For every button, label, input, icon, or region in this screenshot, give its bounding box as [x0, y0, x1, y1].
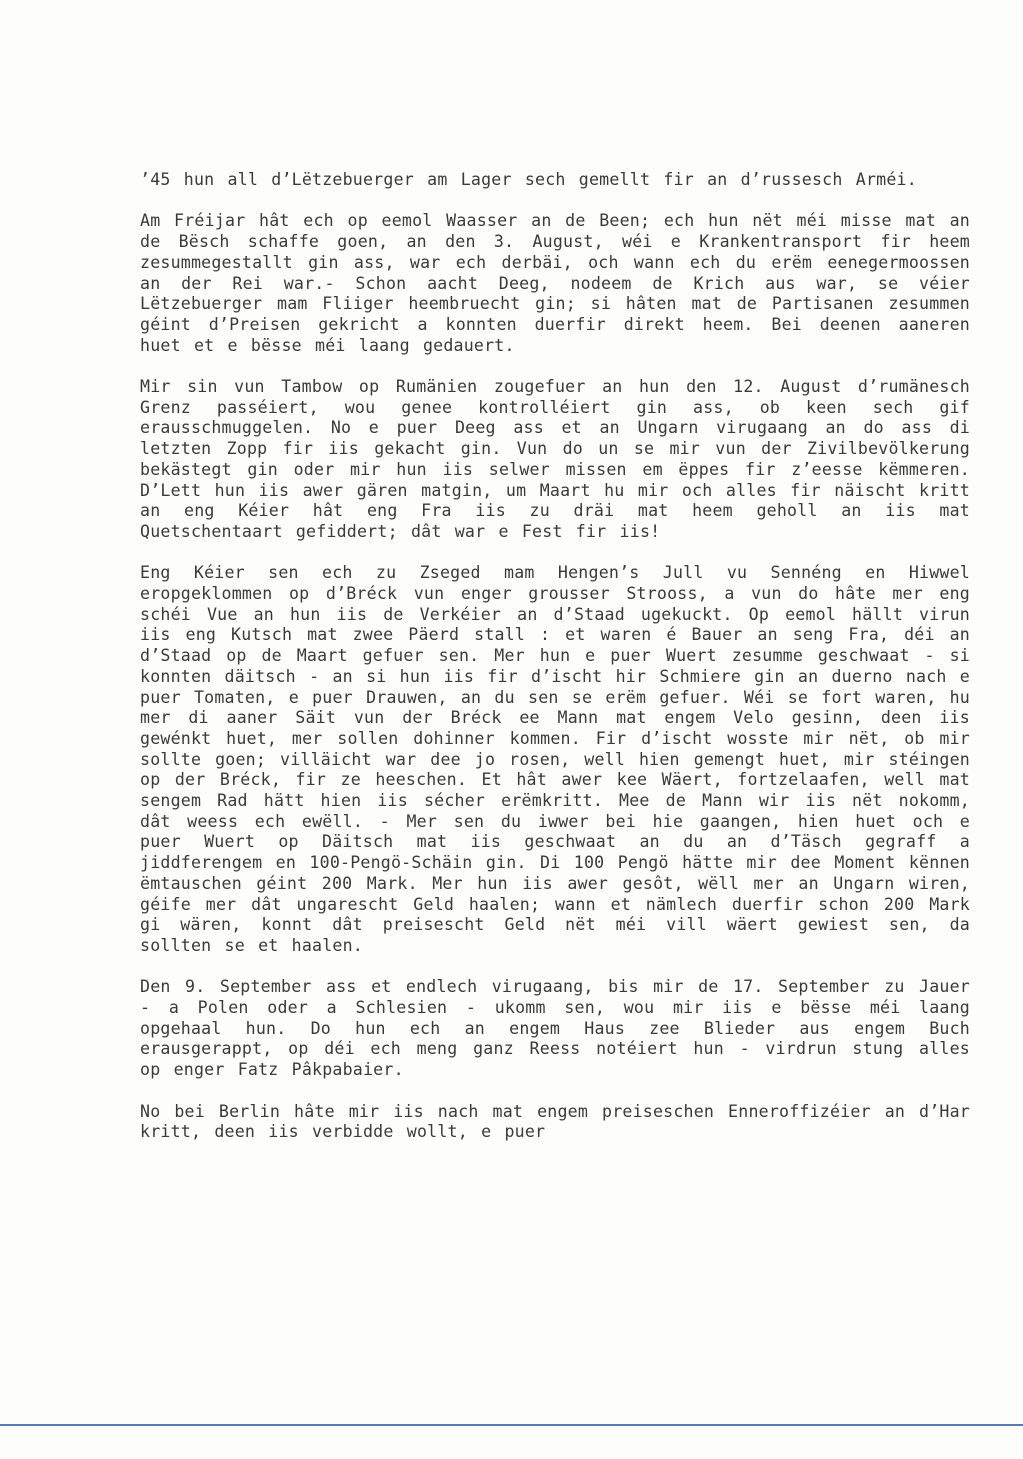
- page-bottom-divider: [0, 1424, 1023, 1426]
- paragraph-4: Eng Kéier sen ech zu Zseged mam Hengen’s Jull vu Sennéng en Hiwwel eropgeklommen op d’Bréck vun enger grousser Strooss, a vun do hâte mer eng schéi Vue an hun iis de Verkéier an d’Staad ugekuckt. Op eemol hällt virun iis eng Kutsch mat zwee Päerd stall : et waren é Bauer an seng Fra, déi an d’Staad op de Maart gefuer sen. Mer hun e puer Wuert zesumme geschwaat - si konnten däitsch - an si hun iis fir d’ischt hir Schmiere gin an duerno nach e puer Tomaten, e puer Drauwen, an du sen se erëm gefuer. Wéi se fort waren, hu mer di aaner Säit vun der Bréck ee Mann mat engem Velo gesinn, deen iis gewénkt huet, mer sollen dohinner kommen. Fir d’ischt wosste mir nët, ob mir sollte goen; villäicht war dee jo rosen, well hien gemengt huet, mir stéingen op der Bréck, fir ze heeschen. Et hât awer kee Wäert, fortzelaafen, well mat sengem Rad hätt hien iis sécher erëmkritt. Mee de Mann wir iis nët nokomm, dât weess ech ewëll. - Mer sen du iwwer bei hie gaangen, hien huet och e puer Wuert op Däitsch mat iis geschwaat an du an d’Täsch gegraff a jiddferengem en 100-Pengö-Schäin gin. Di 100 Pengö hätte mir dee Moment kënnen ëmtauschen géint 200 Mark. Mer hun iis awer gesôt, wëll mer an Ungarn wiren, géife mer dât ungarescht Geld haalen; wann et nämlech duerfir schon 200 Mark gi wären, konnt dât preisescht Geld nët méi vill wäert gewiest sen, da sollten se et haalen.: [140, 563, 970, 955]
- paragraph-1: ’45 hun all d’Lëtzebuerger am Lager sech gemellt fir an d’russesch Arméi.: [140, 170, 917, 189]
- paragraph-3: Mir sin vun Tambow op Rumänien zougefuer an hun den 12. August d’rumänesch Grenz passéiert, wou genee kontrolléiert gin ass, ob keen sech gif erausschmuggelen. No e puer Deeg ass et an Ungarn virugaang an do ass di letzten Zopp fir iis gekacht gin. Vun do un se mir vun der Zivilbevölkerung bekästegt gin oder mir hun iis selwer missen em ëppes fir z’eesse këmmeren. D’Lett hun iis awer gären matgin, um Maart hu mir och alles fir näischt kritt an eng Kéier hât eng Fra iis zu dräi mat heem geholl an iis mat Quetschentaart gefiddert; dât war e Fest fir iis!: [140, 377, 970, 541]
- paragraph-2: Am Fréijar hât ech op eemol Waasser an de Been; ech hun nët méi misse mat an de Bësch schaffe goen, an den 3. August, wéi e Krankentransport fir heem zesummegestallt gin ass, war ech derbäi, och wann ech du erëm eenegermoossen an der Rei war.- Schon aacht Deeg, nodeem de Krich aus war, se véier Lëtzebuerger mam Fliiger heembruecht gin; si hâten mat de Partisanen zesummen géint d’Preisen gekricht a konnten duerfir direkt heem. Bei deenen aaneren huet et e bësse méi laang gedauert.: [140, 211, 970, 355]
- paragraph-5: Den 9. September ass et endlech virugaang, bis mir de 17. September zu Jauer - a Polen oder a Schlesien - ukomm sen, wou mir iis e bësse méi laang opgehaal hun. Do hun ech an engem Haus zee Blieder aus engem Buch erausgerappt, op déi ech meng ganz Reess notéiert hun - virdrun stung alles op enger Fatz Pâkpabaier.: [140, 977, 970, 1080]
- paragraph-6: No bei Berlin hâte mir iis nach mat engem preiseschen Enneroffizéier an d’Har kritt, deen iis verbidde wollt, e puer: [140, 1101, 970, 1142]
- document-body: [140, 170, 970, 1164]
